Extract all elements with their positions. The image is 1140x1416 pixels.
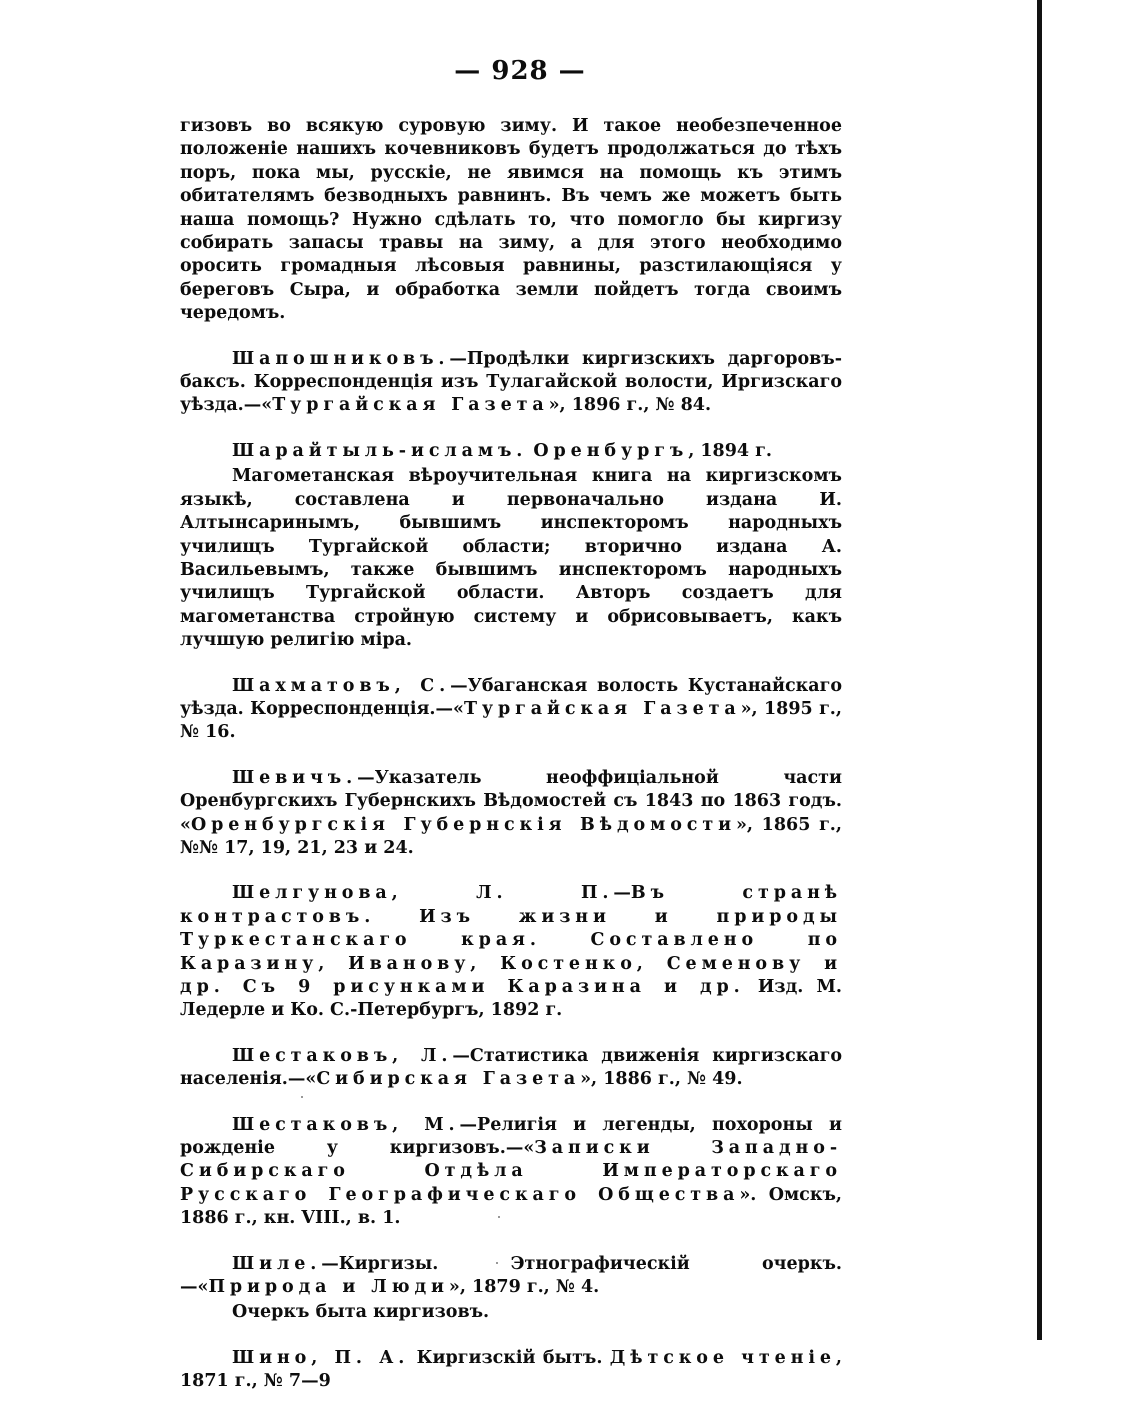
entry-text bbox=[180, 1045, 842, 1092]
entry-spaced-title: Тургайская Газета bbox=[463, 698, 741, 719]
entry-text-fragment: —Киргизы. Этнографическій очеркъ.—« bbox=[180, 1253, 842, 1298]
entry-author: Шиле. bbox=[232, 1253, 322, 1274]
entry-spaced-title: Дѣтское чтеніе bbox=[609, 1347, 836, 1368]
bibliography-entry bbox=[180, 882, 842, 1022]
entry-text-fragment: —Указатель неоффиціальной части Оренбургскихъ Губернскихъ Вѣдомостей съ 1843 по 1863 годъ. « bbox=[180, 767, 842, 835]
entry-text-fragment: », 1886 г., № 49. bbox=[580, 1069, 743, 1090]
binding-edge-line bbox=[1037, 0, 1042, 1340]
entry-text bbox=[180, 1114, 842, 1231]
entry-text bbox=[180, 1347, 842, 1394]
entry-text-fragment: , 1871 г., № 7—9 bbox=[180, 1347, 842, 1392]
entry-text-fragment: —Статистика движенія киргизскаго населенія.—« bbox=[180, 1045, 842, 1090]
entry-spaced-title: Записки Западно-Сибирскаго Отдѣла Императорскаго Русскаго Географическаго Общества bbox=[180, 1138, 842, 1205]
entry-spaced-title: Сибирская Газета bbox=[316, 1069, 581, 1090]
entry-text-fragment: Изд. М. Ледерле и Ко. С.-Петербургъ, 1892 г. bbox=[180, 977, 843, 1021]
entry-spaced-title: Въ странѣ контрастовъ. Изъ жизни и природы Туркестанскаго края. Составлено по Каразину, Иванову, Костенко, Семенову и др. Съ 9 рисунками Каразина и др. bbox=[180, 883, 842, 997]
entry-text-fragment: — bbox=[613, 883, 631, 904]
entry-text-fragment: », 1895 г., № 16. bbox=[180, 698, 842, 743]
entry-spaced-title: Оренбургскія Губернскія Вѣдомости bbox=[190, 814, 736, 835]
entry-text-fragment: », 1896 г., № 84. bbox=[548, 395, 712, 416]
entry-annotation: Магометанская вѣроучительная книга на киргизскомъ языкѣ, составлена и первоначально издана И. Алтынсаринымъ, бывшимъ инспекторомъ народныхъ училищъ Тургайской области; вторично издана А. Васильевымъ, также бывшимъ инспекторомъ народныхъ училищъ Тургайской области. Авторъ создаетъ для магометанства стройную систему и обрисовываетъ, какъ лучшую религію міра. bbox=[180, 466, 842, 651]
bibliography-entry bbox=[180, 1045, 842, 1092]
entry-spaced-title: Природа и Люди bbox=[208, 1277, 449, 1298]
entry-author: Шарайтыль-иcламъ. bbox=[232, 440, 528, 461]
bibliography-entry bbox=[180, 767, 842, 861]
entry-text-fragment: », 1865 г., №№ 17, 19, 21, 23 и 24. bbox=[180, 814, 842, 858]
entry-spaced-title: Тургайская Газета bbox=[272, 395, 549, 416]
entry-text bbox=[180, 882, 842, 1022]
entry-annotation: Очеркъ быта киргизовъ. bbox=[232, 1302, 490, 1323]
entry-text-fragment: », 1879 г., № 4. bbox=[448, 1277, 600, 1298]
bibliography-entry bbox=[180, 440, 842, 653]
entry-author: Шахматовъ, С. bbox=[232, 675, 451, 696]
entry-text-fragment: , 1894 г. bbox=[688, 440, 772, 461]
bibliography-entry bbox=[180, 348, 842, 418]
entry-text bbox=[180, 348, 842, 418]
bibliography-entry bbox=[180, 1347, 842, 1394]
page-body bbox=[180, 115, 842, 1416]
bibliography-list bbox=[180, 348, 842, 1394]
entry-text-fragment: —Убаганская волость Кустанайскаго уѣзда. Корреспонденція.—« bbox=[180, 675, 843, 719]
bibliography-entry bbox=[180, 675, 842, 745]
entry-spaced-title: Оренбургъ bbox=[533, 440, 689, 461]
entry-text-fragment: —Продѣлки киргизскихъ даргоровъ-баксъ. Корреспонденція изъ Тулагайской волости, Иргизскаго уѣзда.—« bbox=[180, 348, 842, 416]
entry-text bbox=[180, 767, 842, 861]
bibliography-entry bbox=[180, 1253, 842, 1325]
entry-text bbox=[180, 1253, 842, 1300]
entry-text-fragment: ». Омскъ, 1886 г., кн. VIII., в. 1. bbox=[180, 1184, 842, 1229]
entry-text-fragment: —Религія и легенды, похороны и рожденіе у киргизовъ.—« bbox=[180, 1114, 843, 1159]
entry-author: Шелгунова, Л. П. bbox=[232, 883, 614, 904]
entry-author: Шестаковъ, Л. bbox=[232, 1045, 453, 1066]
entry-author: Шевичъ. bbox=[232, 767, 358, 788]
entry-text-fragment: Киргизскій бытъ. bbox=[409, 1347, 610, 1368]
entry-author: Шино, П. А. bbox=[232, 1347, 410, 1368]
intro-text: гизовъ во всякую суровую зиму. И такое необезпеченное положеніе нашихъ кочевниковъ будетъ продолжаться до тѣхъ поръ, пока мы, русскіе, не явимся на помощь къ этимъ обитателямъ безводныхъ равнинъ. Въ чемъ же можетъ быть наша помощь? Нужно сдѣлать то, что помогло бы киргизу собирать запасы травы на зиму, а для этого необходимо оросить громадныя лѣсовыя равнины, разстилающіяся у береговъ Сыра, и обработка земли пойдетъ тогда своимъ чередомъ. bbox=[180, 116, 842, 324]
entry-text bbox=[180, 675, 842, 745]
entry-author: Шестаковъ, М. bbox=[232, 1114, 460, 1135]
bibliography-entry bbox=[180, 1114, 842, 1231]
page-number: — 928 — bbox=[454, 56, 586, 86]
entry-author: Шапошниковъ. bbox=[232, 348, 450, 369]
intro-paragraph bbox=[180, 115, 842, 326]
entry-text bbox=[180, 440, 842, 463]
